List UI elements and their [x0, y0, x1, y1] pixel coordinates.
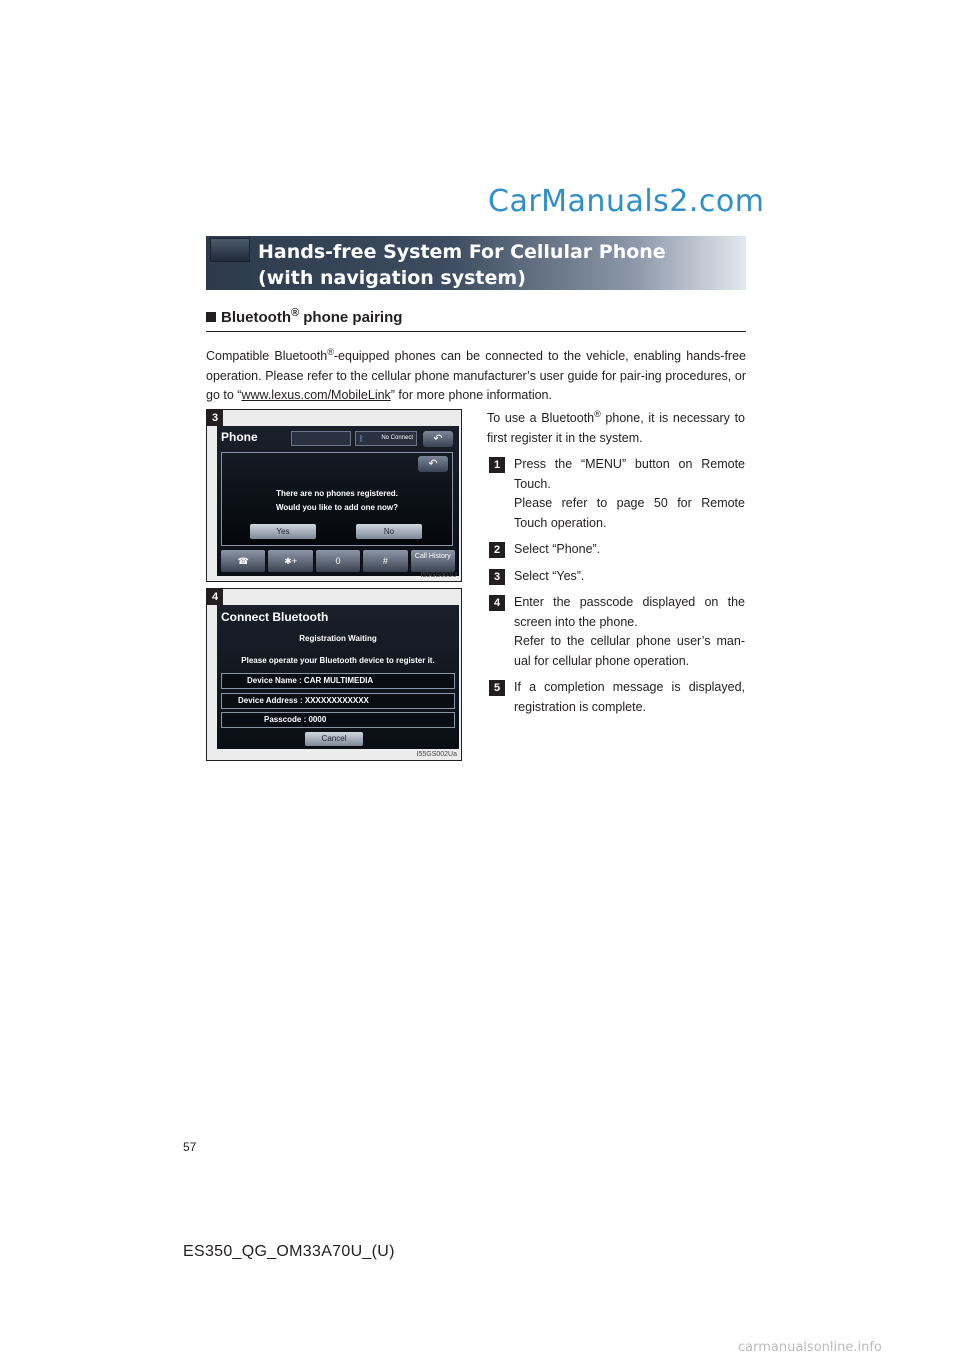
- figure-phone-screen: [206, 409, 462, 582]
- connection-status: ᛒ No Connect: [355, 431, 417, 446]
- step-note: Please refer to page 50 for Remote Touch operation.: [514, 496, 745, 530]
- step-item: [487, 567, 745, 587]
- figure-badge-4: 4: [207, 589, 223, 605]
- step-note: Refer to the cellular phone user’s man-ual for cellular phone operation.: [514, 634, 745, 668]
- watermark-top: CarManuals2.com: [488, 184, 765, 219]
- passcode-row: Passcode : 0000: [221, 712, 455, 728]
- toolbar-field: [291, 431, 351, 446]
- call-history-button[interactable]: Call History: [411, 550, 455, 572]
- key-handset[interactable]: ☎: [221, 550, 265, 572]
- page-title-line2: (with navigation system): [258, 267, 526, 289]
- dialog-message-line1: There are no phones registered.: [276, 489, 398, 498]
- section-heading: Bluetooth® phone pairing: [206, 307, 746, 332]
- registration-status: Registration Waiting: [299, 634, 377, 643]
- connect-screen: [217, 605, 459, 749]
- mobilelink-url[interactable]: www.lexus.com/MobileLink: [241, 388, 391, 403]
- key-hash[interactable]: #: [363, 550, 407, 572]
- step-text: Select “Phone”.: [514, 542, 601, 557]
- key-star[interactable]: ✱+: [268, 550, 312, 572]
- figure-code: I55GS001U: [420, 572, 457, 579]
- step-text: Select “Yes”.: [514, 568, 585, 583]
- step-item: [487, 540, 745, 560]
- registration-dialog: [221, 452, 453, 546]
- phone-screen: [217, 426, 459, 576]
- step-text: Enter the passcode displayed on the screen into the phone.: [514, 595, 745, 629]
- step-text: Press the “MENU” button on Remote Touch.: [514, 457, 745, 491]
- figure-connect-bluetooth: [206, 588, 462, 761]
- figure-code: I55GS002Ua: [416, 751, 457, 758]
- step-number: 5: [489, 680, 505, 696]
- dialog-back-icon[interactable]: ↶: [418, 456, 448, 472]
- screen-title: Connect Bluetooth: [221, 610, 329, 624]
- page-title-line1: Hands-free System For Cellular Phone: [258, 241, 666, 263]
- cancel-button[interactable]: Cancel: [305, 732, 363, 746]
- step-item: [487, 455, 745, 533]
- page-title: [258, 239, 666, 291]
- step-number: 3: [489, 569, 505, 585]
- yes-button[interactable]: Yes: [250, 524, 316, 539]
- phone-keypad: [221, 550, 455, 572]
- step-item: [487, 593, 745, 671]
- page-number: 57: [183, 1140, 197, 1154]
- bluetooth-icon: ᛒ: [359, 434, 364, 443]
- instructions-column: [487, 405, 745, 724]
- step-number: 2: [489, 542, 505, 558]
- register-instruction: Please operate your Bluetooth device to register it.: [241, 656, 435, 665]
- header-thumbnail: [210, 238, 250, 262]
- watermark-bottom: carmanualsonline.info: [738, 1340, 882, 1355]
- back-icon[interactable]: ↶: [423, 431, 453, 447]
- intro-paragraph: Compatible Bluetooth®-equipped phones can be connected to the vehicle, enabling hands-free operation. Please refer to the cellular phone manufacturer’s user guide for pair-ing procedures, or go to “www.lexus.com/MobileLink” for more phone information.: [206, 347, 746, 403]
- device-address-row: Device Address : XXXXXXXXXXXX: [221, 693, 455, 709]
- step-number: 4: [489, 595, 505, 611]
- device-name-row: Device Name : CAR MULTIMEDIA: [221, 673, 455, 689]
- step-number: 1: [489, 457, 505, 473]
- no-button[interactable]: No: [356, 524, 422, 539]
- screen-title: Phone: [221, 430, 258, 444]
- key-zero[interactable]: 0: [316, 550, 360, 572]
- step-item: [487, 678, 745, 717]
- square-bullet-icon: [206, 312, 216, 322]
- instructions-lead: To use a Bluetooth® phone, it is necessary to first register it in the system.: [487, 409, 745, 445]
- document-code: ES350_QG_OM33A70U_(U): [183, 1243, 395, 1260]
- step-text: If a completion message is displayed, registration is complete.: [514, 680, 745, 714]
- figure-badge-3: 3: [207, 410, 223, 426]
- dialog-message-line2: Would you like to add one now?: [275, 503, 399, 512]
